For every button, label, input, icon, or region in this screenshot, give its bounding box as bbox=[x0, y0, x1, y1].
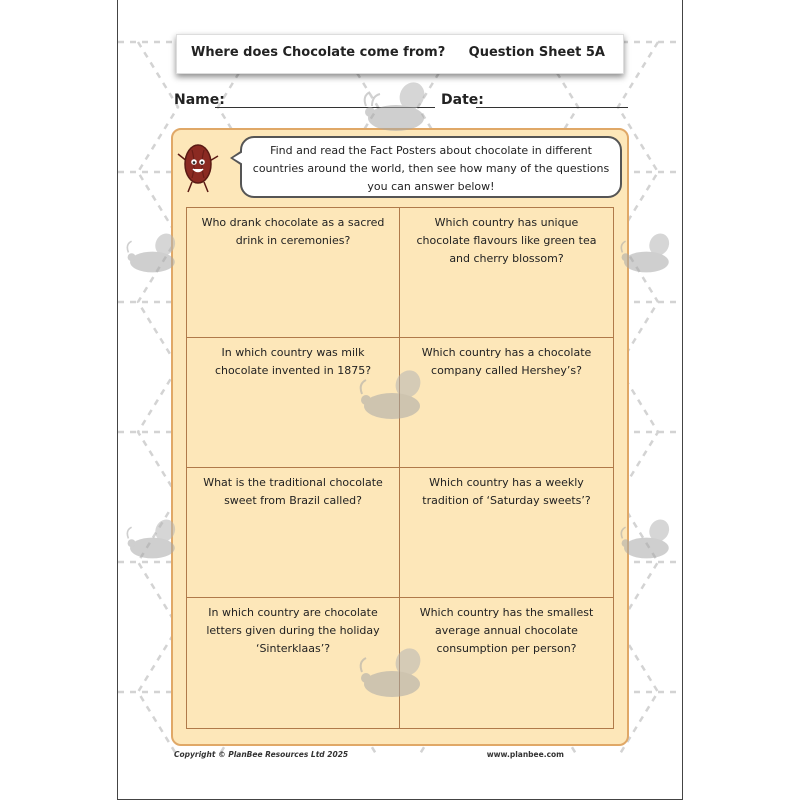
date-label: Date: bbox=[441, 92, 484, 108]
question-cell[interactable] bbox=[187, 208, 400, 338]
bee-watermark-icon bbox=[354, 648, 434, 700]
question-text: Which country has unique chocolate flavours like green tea and cherry blossom? bbox=[416, 216, 597, 265]
bee-watermark-icon bbox=[616, 232, 680, 276]
question-cell[interactable] bbox=[400, 208, 613, 338]
date-field[interactable] bbox=[476, 107, 628, 108]
cocoa-bean-mascot-icon bbox=[174, 138, 222, 194]
intro-text: Find and read the Fact Posters about chocolate in different countries around the world, then see how many of the questions you can answer below! bbox=[252, 144, 610, 193]
question-text: Who drank chocolate as a sacred drink in ceremonies? bbox=[201, 216, 385, 247]
sheet-label: Question Sheet 5A bbox=[468, 45, 605, 60]
question-text: What is the traditional chocolate sweet from Brazil called? bbox=[203, 476, 383, 507]
worksheet-page bbox=[117, 0, 683, 800]
page-title: Where does Chocolate come from? bbox=[191, 45, 446, 60]
bee-watermark-icon bbox=[358, 82, 438, 134]
bee-watermark-icon bbox=[122, 518, 186, 562]
question-cell[interactable] bbox=[400, 468, 613, 598]
header-bar bbox=[176, 34, 624, 74]
website-link[interactable]: www.planbee.com bbox=[486, 750, 564, 759]
bee-watermark-icon bbox=[354, 370, 434, 422]
question-cell[interactable] bbox=[187, 468, 400, 598]
name-label: Name: bbox=[174, 92, 225, 108]
bee-watermark-icon bbox=[616, 518, 680, 562]
question-text: Which country has the smallest average annual chocolate consumption per person? bbox=[419, 606, 594, 655]
copyright-text: Copyright © PlanBee Resources Ltd 2025 bbox=[174, 750, 349, 759]
speech-bubble-tail-inner bbox=[233, 152, 243, 164]
bee-watermark-icon bbox=[122, 232, 186, 276]
question-text: In which country are chocolate letters given during the holiday ‘Sinterklaas’? bbox=[206, 606, 380, 655]
speech-bubble bbox=[240, 136, 622, 198]
question-text: Which country has a weekly tradition of ‘Saturday sweets’? bbox=[422, 476, 591, 507]
question-text: In which country was milk chocolate invented in 1875? bbox=[214, 346, 372, 377]
question-text: Which country has a chocolate company called Hershey’s? bbox=[421, 346, 592, 377]
